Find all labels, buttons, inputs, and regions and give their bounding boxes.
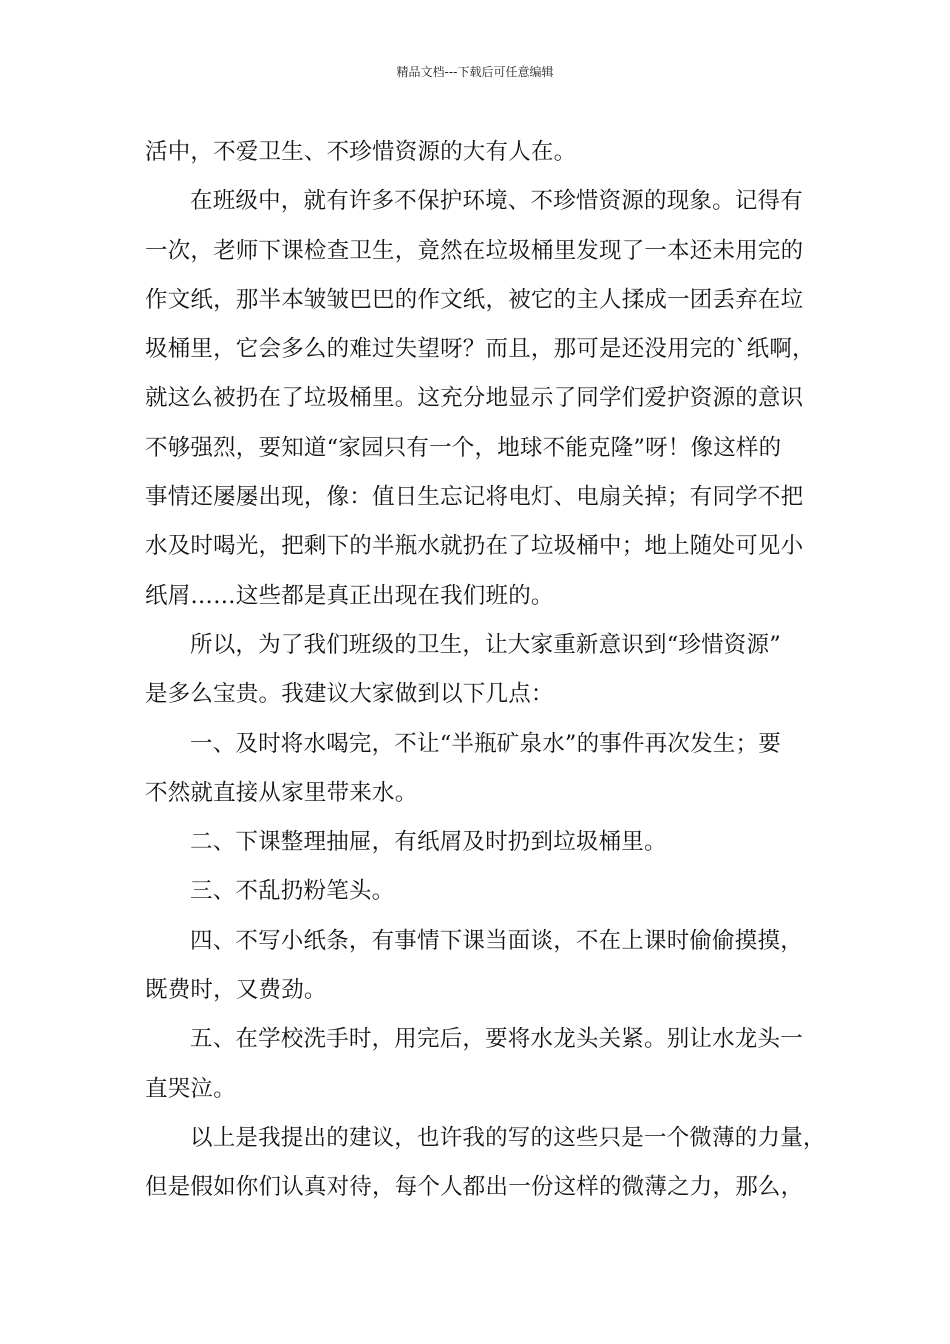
text-line: 圾桶里，它会多么的难过失望呀？而且，那可是还没用完的`纸啊，	[145, 336, 815, 363]
paragraph-start-line: 所以，为了我们班级的卫生，让大家重新意识到“珍惜资源”	[190, 631, 781, 658]
list-item-4: 四、不写小纸条，有事情下课当面谈，不在上课时偷偷摸摸，	[190, 927, 803, 954]
list-item-3: 三、不乱扔粉笔头。	[190, 878, 395, 905]
text-line: 就这么被扔在了垃圾桶里。这充分地显示了同学们爱护资源的意识	[145, 385, 804, 412]
page-header: 精品文档---下载后可任意编辑	[396, 65, 554, 79]
text-line: 作文纸，那半本皱皱巴巴的作文纸，被它的主人揉成一团丢弃在垃	[145, 286, 804, 313]
paragraph-start-line: 以上是我提出的建议，也许我的写的这些只是一个微薄的力量，	[190, 1124, 826, 1151]
text-line: 纸屑……这些都是真正出现在我们班的。	[145, 582, 554, 609]
text-line: 不够强烈，要知道“家园只有一个，地球不能克隆”呀！像这样的	[145, 434, 782, 461]
text-line: 事情还屡屡出现，像：值日生忘记将电灯、电扇关掉；有同学不把	[145, 484, 804, 511]
text-line: 是多么宝贵。我建议大家做到以下几点：	[145, 681, 554, 708]
paragraph-start-line: 在班级中，就有许多不保护环境、不珍惜资源的现象。记得有	[190, 188, 803, 215]
text-line: 但是假如你们认真对待，每个人都出一份这样的微薄之力，那么，	[145, 1174, 804, 1201]
text-line: 不然就直接从家里带来水。	[145, 779, 418, 806]
list-item-5: 五、在学校洗手时，用完后，要将水龙头关紧。别让水龙头一	[190, 1026, 803, 1053]
list-item-1: 一、及时将水喝完，不让“半瓶矿泉水”的事件再次发生；要	[190, 730, 781, 757]
text-line: 直哭泣。	[145, 1075, 236, 1102]
text-line: 水及时喝光，把剩下的半瓶水就扔在了垃圾桶中；地上随处可见小	[145, 533, 804, 560]
text-line: 既费时，又费劲。	[145, 977, 327, 1004]
text-line: 一次，老师下课检查卫生，竟然在垃圾桶里发现了一本还未用完的	[145, 237, 804, 264]
document-body	[145, 132, 835, 1217]
text-line: 活中，不爱卫生、不珍惜资源的大有人在。	[145, 139, 577, 165]
list-item-2: 二、下课整理抽屉，有纸屑及时扔到垃圾桶里。	[190, 829, 667, 856]
